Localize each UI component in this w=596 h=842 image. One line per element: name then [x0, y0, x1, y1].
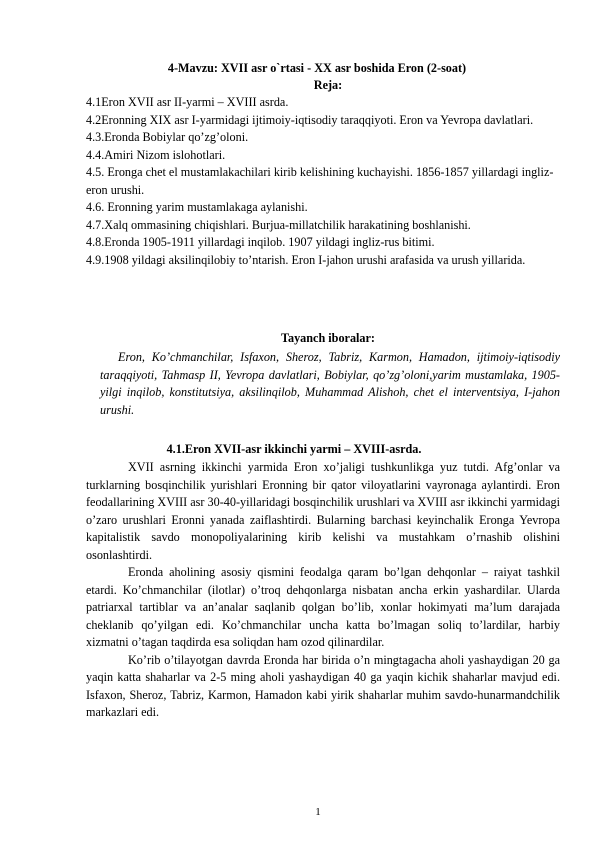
plan-heading: Reja:	[313, 78, 343, 92]
plan-item: 4.9.1908 yildagi aksilinqilobiy to’ntarish. Eron I-jahon urushi arafasida va urush yillarida.	[86, 252, 526, 267]
plan-item: 4.2Eronning XIX asr I-yarmidagi ijtimoiy-iqtisodiy taraqqiyoti. Eron va Yevropa davlatlari.	[86, 112, 534, 127]
keywords-heading: Tayanch iboralar:	[280, 331, 375, 345]
body-text	[86, 459, 560, 722]
plan-item: 4.4.Amiri Nizom islohotlari.	[86, 147, 226, 162]
plan-item: 4.3.Eronda Bobiylar qo’zg’oloni.	[86, 130, 249, 144]
plan-item: 4.1Eron XVII asr II-yarmi – XVIII asrda.	[86, 95, 289, 109]
plan-item: 4.5. Eronga chet el mustamlakachilari kirib kelishining kuchayishi. 1856-1857 yillardagi ingliz-eron urushi.	[86, 165, 554, 197]
plan-item: 4.8.Eronda 1905-1911 yillardagi inqilob. 1907 yildagi ingliz-rus bitimi.	[86, 235, 435, 249]
page-title: 4-Mavzu: XVII asr o`rtasi - XX asr boshida Eron (2-soat)	[167, 61, 467, 75]
paragraph: Ko’rib o’tilayotgan davrda Eronda har birida o’n mingtagacha aholi yashaydigan 20 ga yaqin katta shaharlar va 2-5 ming aholi yashaydigan 40 ga yaqin kichik shaharlar mavjud edi. Isfaxon, Sheroz, Tabriz, Karmon, Hamadon kabi yirik shaharlar muhim savdo-hunarmandchilik markazlari edi.	[86, 652, 560, 719]
plan-list	[86, 94, 560, 269]
plan-item: 4.6. Eronning yarim mustamlakaga aylanishi.	[86, 200, 308, 214]
section-heading: 4.1.Eron XVII-asr ikkinchi yarmi – XVIII-asrda.	[166, 442, 422, 456]
paragraph: XVII asrning ikkinchi yarmida Eron xo’jaligi tushkunlikga yuz tutdi. Afg’onlar va turklarning bosqinchilik yurishlari Eronning bir qator viloyatlarini vayronaga aylantirdi. Eron feodallarining XVIII asr 30-40-yillaridagi bosqinchilik urushlari va XVIII asr ikkinchi yarmidagi o’zaro urushlari Eronni yanada zaiflashtirdi. Bularning barchasi keyinchalik Eronga Yevropa kapitalistik savdo monopoliyalarining kirib kelishi va mustahkam o’rnashib olishini osonlashtirdi.	[86, 460, 560, 562]
plan-item: 4.7.Xalq ommasining chiqishlari. Burjua-millatchilik harakatining boshlanishi.	[86, 217, 471, 232]
page-number: 1	[315, 806, 321, 818]
paragraph: Eronda aholining asosiy qismini feodalga qaram bo’lgan dehqonlar – raiyat tashkil etardi. Ko’chmanchilar (ilotlar) o’troq dehqonlarga nisbatan ancha erkin yashardilar. Ularda patriarxal tartiblar va an’analar saqlanib qolgan bo’lib, xonlar hokimyati ma’lum darajada cheklanib qo’yilgan edi. Ko’chmanchilar uncha katta bo’lmagan soliq to’lardilar, harbiy xizmatni o’tagan taqdirda esa soliqdan ham ozod qilinardilar.	[86, 565, 560, 649]
keywords-text: Eron, Ko’chmanchilar, Isfaxon, Sheroz, Tabriz, Karmon, Hamadon, ijtimoiy-iqtisodiy taraqqiyoti, Tahmasp II, Yevropa davlatlari, Bobiylar, qo’zg’oloni,yarim mustamlaka, 1905-yilgi inqilob, konstitutsiya, aksilinqilob, Muhammad Alishoh, chet el interventsiya, I-jahon urushi.	[100, 350, 560, 417]
